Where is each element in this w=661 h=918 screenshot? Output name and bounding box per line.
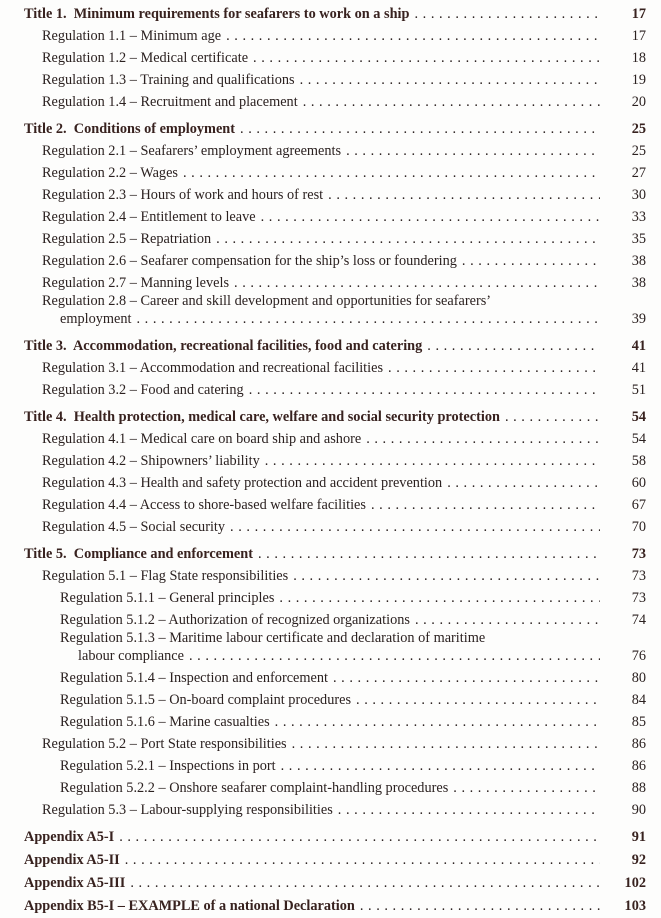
toc-row (0, 91, 661, 113)
dot-leader (388, 357, 600, 379)
toc-entry-label: Regulation 5.3 – Labour-supplying responsibilities (42, 802, 333, 818)
dot-leader (130, 872, 600, 895)
toc-page-number: 86 (631, 758, 646, 774)
toc-page-number: 17 (631, 28, 646, 44)
toc-entry-label: Regulation 2.3 – Hours of work and hours of rest (42, 187, 324, 203)
toc-row (0, 895, 661, 918)
toc-row (0, 250, 661, 272)
dot-leader (303, 91, 600, 113)
toc-entry-label: Regulation 2.1 – Seafarers’ employment agreements (42, 143, 342, 159)
toc-row (0, 140, 661, 162)
toc-row (0, 609, 661, 631)
dot-leader (328, 184, 600, 206)
toc-entry-label: Regulation 5.1.3 – Maritime labour certificate and declaration of maritime (60, 630, 486, 646)
toc-row (0, 69, 661, 91)
dot-leader (462, 250, 600, 272)
dot-leader (346, 140, 600, 162)
toc-entry-label: Title 2. Conditions of employment (24, 121, 236, 137)
dot-leader (261, 206, 600, 228)
dot-leader (281, 755, 600, 777)
toc-entry-label: Regulation 5.1.5 – On-board complaint procedures (60, 692, 352, 708)
toc-page-number: 39 (631, 311, 646, 327)
toc-entry-label: Appendix A5-I (24, 829, 115, 845)
toc-entry-label: Regulation 5.1.1 – General principles (60, 590, 275, 606)
toc-entry-label: Regulation 3.2 – Food and catering (42, 382, 244, 398)
dot-leader (333, 667, 600, 689)
toc-page-number: 74 (631, 612, 646, 628)
dot-leader (230, 516, 600, 538)
toc-row (0, 294, 661, 308)
toc-row (0, 826, 661, 849)
toc-page-number: 20 (631, 94, 646, 110)
toc-row (0, 711, 661, 733)
toc-row (0, 645, 661, 667)
toc-page-number: 103 (624, 898, 646, 914)
toc-entry-label: Title 5. Compliance and enforcement (24, 546, 253, 562)
toc-page-number: 76 (631, 648, 646, 664)
dot-leader (253, 47, 600, 69)
toc-entry-label: Regulation 5.2.1 – Inspections in port (60, 758, 276, 774)
toc-page-number: 80 (631, 670, 646, 686)
toc-page-number: 92 (631, 852, 646, 868)
toc-entry-label: Regulation 2.4 – Entitlement to leave (42, 209, 256, 225)
toc-page-number: 25 (631, 121, 646, 137)
toc-page-number: 38 (631, 253, 646, 269)
toc-row (0, 308, 661, 330)
toc-entry-label: Regulation 2.6 – Seafarer compensation for the ship’s loss or foundering (42, 253, 457, 269)
toc-list (0, 3, 661, 918)
toc-row (0, 428, 661, 450)
toc-page-number: 102 (624, 875, 646, 891)
toc-page-number: 19 (631, 72, 646, 88)
toc-entry-label: Regulation 2.8 – Career and skill development and opportunities for seafarers’ (42, 293, 492, 309)
toc-row (0, 755, 661, 777)
dot-leader (415, 609, 600, 631)
toc-row (0, 450, 661, 472)
toc-row (0, 494, 661, 516)
toc-row (0, 3, 661, 25)
dot-leader (414, 3, 600, 25)
toc-entry-label: labour compliance (78, 648, 184, 664)
toc-page-number: 54 (631, 409, 646, 425)
toc-entry-label: Regulation 4.5 – Social security (42, 519, 226, 535)
toc-row (0, 799, 661, 821)
toc-entry-label: Regulation 1.1 – Minimum age (42, 28, 222, 44)
toc-page-number: 85 (631, 714, 646, 730)
toc-row (0, 631, 661, 645)
toc-row (0, 25, 661, 47)
dot-leader (265, 450, 600, 472)
toc-page-number: 70 (631, 519, 646, 535)
toc-page-number: 17 (631, 6, 646, 22)
toc-row (0, 206, 661, 228)
dot-leader (234, 272, 600, 294)
toc-page-number: 38 (631, 275, 646, 291)
toc-entry-label: Regulation 5.2 – Port State responsibilities (42, 736, 287, 752)
toc-row (0, 849, 661, 872)
toc-entry-label: Regulation 4.1 – Medical care on board ship and ashore (42, 431, 362, 447)
dot-leader (366, 428, 600, 450)
toc-row (0, 357, 661, 379)
toc-entry-label: Regulation 5.1.2 – Authorization of recognized organizations (60, 612, 410, 628)
toc-entry-label: Appendix A5-II (24, 852, 120, 868)
toc-entry-label: Appendix A5-III (24, 875, 126, 891)
toc-row (0, 118, 661, 140)
dot-leader (183, 162, 600, 184)
dot-leader (371, 494, 600, 516)
toc-entry-label: Regulation 1.3 – Training and qualifications (42, 72, 295, 88)
dot-leader (360, 895, 600, 918)
toc-page-number: 84 (631, 692, 646, 708)
toc-page-number: 41 (631, 360, 646, 376)
dot-leader (125, 849, 600, 872)
dot-leader (189, 645, 600, 667)
toc-entry-label: Title 4. Health protection, medical care, welfare and social security protection (24, 409, 500, 425)
toc-entry-label: Regulation 2.5 – Repatriation (42, 231, 212, 247)
toc-entry-label: Regulation 1.2 – Medical certificate (42, 50, 249, 66)
dot-leader (427, 335, 600, 357)
dot-leader (447, 472, 600, 494)
toc-entry-label: Regulation 5.1.4 – Inspection and enforcement (60, 670, 328, 686)
toc-page-number: 54 (631, 431, 646, 447)
toc-page-number: 73 (631, 546, 646, 562)
toc-row (0, 47, 661, 69)
toc-row (0, 777, 661, 799)
toc-entry-label: Regulation 4.4 – Access to shore-based welfare facilities (42, 497, 366, 513)
dot-leader (249, 379, 600, 401)
toc-row (0, 565, 661, 587)
toc-entry-label: Regulation 5.2.2 – Onshore seafarer complaint-handling procedures (60, 780, 449, 796)
toc-page-number: 91 (631, 829, 646, 845)
toc-row (0, 379, 661, 401)
dot-leader (216, 228, 600, 250)
toc-entry-label: Title 1. Minimum requirements for seafarers to work on a ship (24, 6, 410, 22)
toc-entry-label: employment (60, 311, 132, 327)
toc-page-number: 25 (631, 143, 646, 159)
toc-page-number: 90 (631, 802, 646, 818)
toc-entry-label: Regulation 2.7 – Manning levels (42, 275, 230, 291)
dot-leader (505, 406, 600, 428)
toc-entry-label: Regulation 5.1 – Flag State responsibilities (42, 568, 289, 584)
dot-leader (258, 543, 600, 565)
toc-page-number: 35 (631, 231, 646, 247)
toc-entry-label: Appendix B5-I – EXAMPLE of a national Declaration (24, 898, 355, 914)
toc-entry-label: Regulation 4.3 – Health and safety protection and accident prevention (42, 475, 443, 491)
toc-page-number: 18 (631, 50, 646, 66)
toc-page-number: 27 (631, 165, 646, 181)
toc-row (0, 228, 661, 250)
dot-leader (453, 777, 600, 799)
toc-entry-label: Regulation 5.1.6 – Marine casualties (60, 714, 270, 730)
toc-entry-label: Regulation 1.4 – Recruitment and placement (42, 94, 298, 110)
toc-row (0, 162, 661, 184)
dot-leader (338, 799, 600, 821)
toc-entry-label: Regulation 2.2 – Wages (42, 165, 178, 181)
toc-row (0, 543, 661, 565)
toc-page-number: 33 (631, 209, 646, 225)
dot-leader (226, 25, 600, 47)
dot-leader (293, 565, 600, 587)
toc-page-number: 30 (631, 187, 646, 203)
toc-page-number: 73 (631, 568, 646, 584)
dot-leader (136, 308, 600, 330)
dot-leader (356, 689, 600, 711)
dot-leader (300, 69, 600, 91)
toc-page-number: 51 (631, 382, 646, 398)
dot-leader (119, 826, 600, 849)
dot-leader (275, 711, 600, 733)
toc-row (0, 335, 661, 357)
toc-row (0, 406, 661, 428)
toc-page-number: 41 (631, 338, 646, 354)
toc-row (0, 689, 661, 711)
toc-page-number: 73 (631, 590, 646, 606)
toc-page-number: 60 (631, 475, 646, 491)
toc-page-number: 58 (631, 453, 646, 469)
dot-leader (292, 733, 600, 755)
toc-page-number: 67 (631, 497, 646, 513)
dot-leader (240, 118, 600, 140)
toc-entry-label: Regulation 4.2 – Shipowners’ liability (42, 453, 260, 469)
toc-row (0, 472, 661, 494)
toc-entry-label: Title 3. Accommodation, recreational facilities, food and catering (24, 338, 423, 354)
toc-row (0, 587, 661, 609)
toc-page-number: 88 (631, 780, 646, 796)
toc-row (0, 184, 661, 206)
toc-page-number: 86 (631, 736, 646, 752)
toc-row (0, 872, 661, 895)
toc-row (0, 272, 661, 294)
toc-row (0, 667, 661, 689)
toc-row (0, 733, 661, 755)
toc-row (0, 516, 661, 538)
dot-leader (279, 587, 600, 609)
toc-entry-label: Regulation 3.1 – Accommodation and recreational facilities (42, 360, 384, 376)
